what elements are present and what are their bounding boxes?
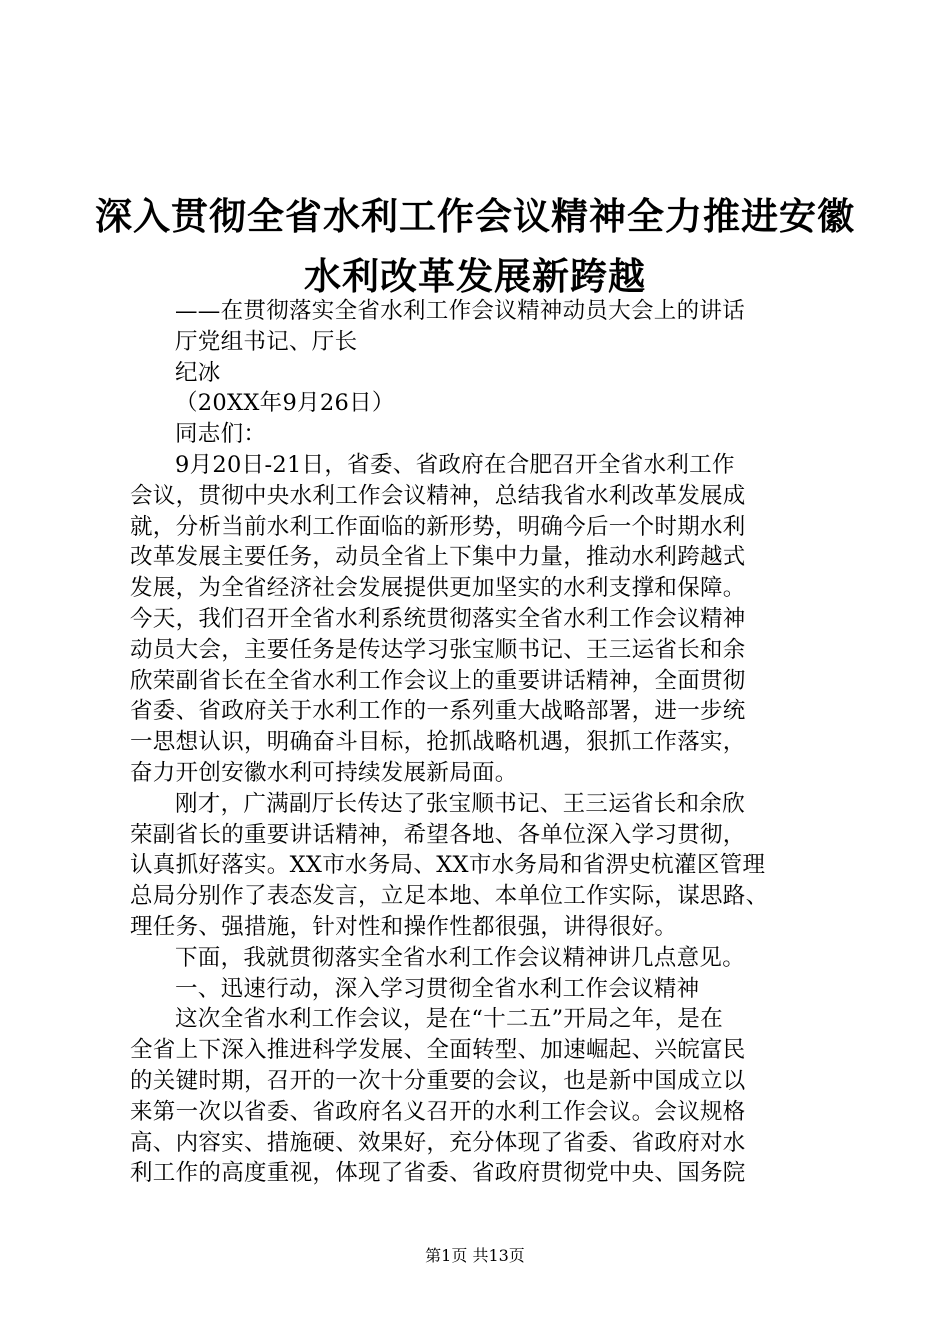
text-line: 今天，我们召开全省水利系统贯彻落实全省水利工作会议精神 [130, 605, 746, 632]
document-title-line-2: 水利改革发展新跨越 [304, 255, 646, 298]
text-line: 会议，贯彻中央水利工作会议精神，总结我省水利改革发展成 [130, 482, 746, 509]
text-line: （20XX年9月26日） [175, 390, 395, 417]
text-line: 厅党组书记、厅长 [175, 328, 358, 355]
text-line: 纪冰 [175, 359, 221, 386]
text-line: 省委、省政府关于水利工作的一系列重大战略部署，进一步统 [130, 698, 746, 725]
text-line: 这次全省水利工作会议，是在“十二五”开局之年，是在 [175, 1006, 724, 1033]
text-line: 同志们： [175, 421, 267, 448]
document-title-line-1: 深入贯彻全省水利工作会议精神全力推进安徽 [95, 195, 855, 238]
text-line: 就，分析当前水利工作面临的新形势，明确今后一个时期水利 [130, 513, 746, 540]
text-line: 下面，我就贯彻落实全省水利工作会议精神讲几点意见。 [175, 944, 746, 971]
text-line: 一、迅速行动，深入学习贯彻全省水利工作会议精神 [175, 975, 700, 1002]
text-line: 理任务、强措施，针对性和操作性都很强，讲得很好。 [130, 913, 678, 940]
text-line: 刚才，广满副厅长传达了张宝顺书记、王三运省长和余欣 [175, 790, 746, 817]
text-line: 欣荣副省长在全省水利工作会议上的重要讲话精神，全面贯彻 [130, 667, 746, 694]
page-footer: 第1页 共13页 [425, 1246, 525, 1265]
text-line: 全省上下深入推进科学发展、全面转型、加速崛起、兴皖富民 [130, 1037, 746, 1064]
text-line: 高、内容实、措施硬、效果好，充分体现了省委、省政府对水 [130, 1129, 746, 1156]
text-line: 动员大会，主要任务是传达学习张宝顺书记、王三运省长和余 [130, 636, 746, 663]
text-line: 一思想认识，明确奋斗目标，抢抓战略机遇，狠抓工作落实， [130, 729, 746, 756]
text-line: 认真抓好落实。XX市水务局、XX市水务局和省淠史杭灌区管理 [130, 852, 766, 879]
text-line: 利工作的高度重视，体现了省委、省政府贯彻党中央、国务院 [130, 1160, 746, 1187]
text-line: 来第一次以省委、省政府名义召开的水利工作会议。会议规格 [130, 1098, 746, 1125]
text-line: ——在贯彻落实全省水利工作会议精神动员大会上的讲话 [175, 298, 746, 324]
text-line: 的关键时期，召开的一次十分重要的会议，也是新中国成立以 [130, 1067, 746, 1094]
text-line: 改革发展主要任务，动员全省上下集中力量，推动水利跨越式 [130, 544, 746, 571]
document-body [130, 296, 830, 1189]
text-line: 发展，为全省经济社会发展提供更加坚实的水利支撑和保障。 [130, 575, 746, 602]
text-line: 奋力开创安徽水利可持续发展新局面。 [130, 759, 518, 786]
text-line: 荣副省长的重要讲话精神，希望各地、各单位深入学习贯彻， [130, 821, 746, 848]
text-line: 总局分别作了表态发言，立足本地、本单位工作实际，谋思路、 [130, 883, 769, 910]
text-line: 9月20日-21日，省委、省政府在合肥召开全省水利工作 [175, 451, 735, 478]
